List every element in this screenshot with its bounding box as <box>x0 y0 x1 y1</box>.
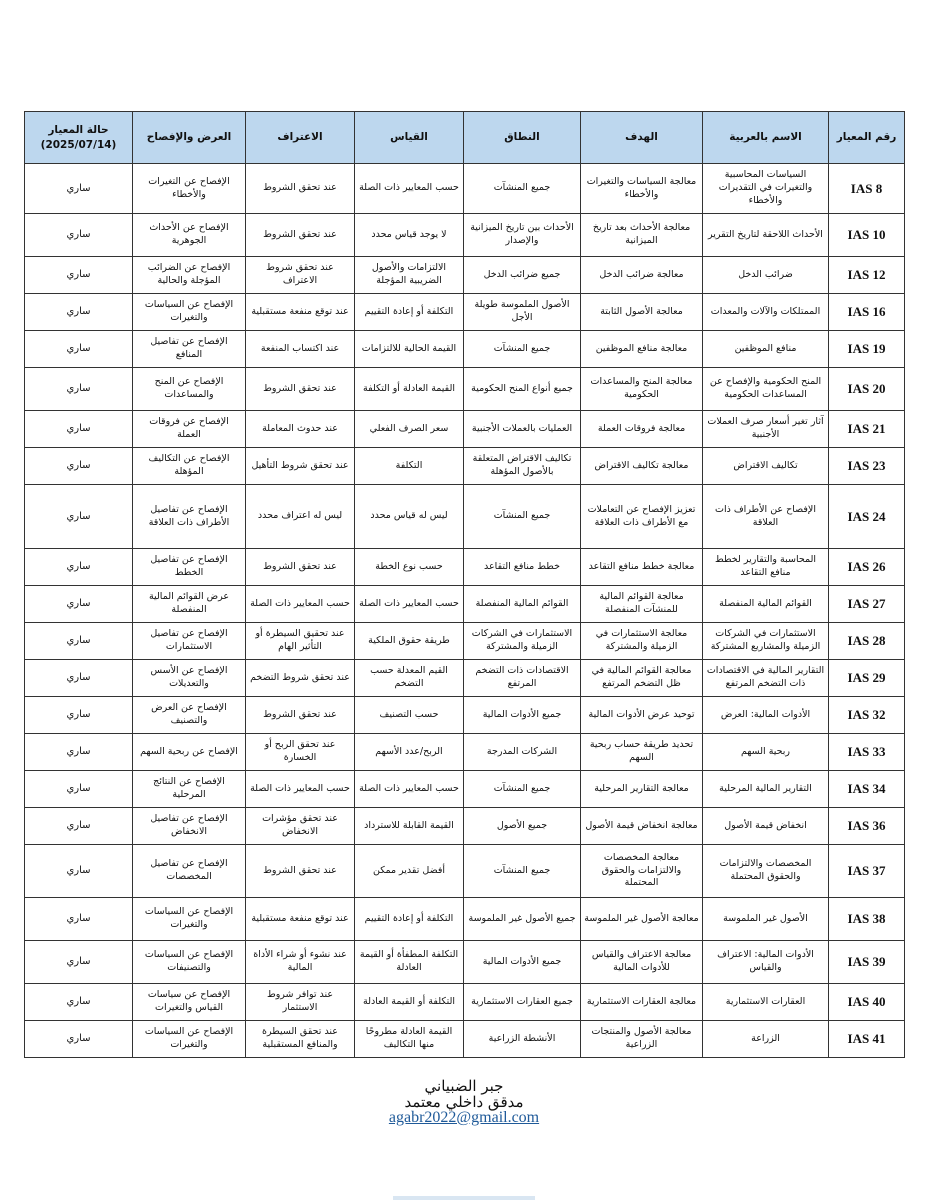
header-id: رقم المعيار <box>829 112 905 164</box>
cell-id: IAS 24 <box>829 485 905 549</box>
cell-id: IAS 16 <box>829 294 905 331</box>
cell-status: ساري <box>25 214 133 257</box>
header-recognition: الاعتراف <box>246 112 355 164</box>
cell-scope: الاقتصادات ذات التضخم المرتفع <box>464 660 581 697</box>
cell-scope: جميع المنشآت <box>464 485 581 549</box>
cell-goal: معالجة فروقات العملة <box>581 411 703 448</box>
cell-status: ساري <box>25 586 133 623</box>
cell-measurement: القيمة القابلة للاسترداد <box>355 808 464 845</box>
cell-name: الإفصاح عن الأطراف ذات العلاقة <box>703 485 829 549</box>
cell-status: ساري <box>25 734 133 771</box>
cell-goal: معالجة السياسات والتغيرات والأخطاء <box>581 164 703 214</box>
header-status <box>25 112 133 164</box>
cell-scope: الأنشطة الزراعية <box>464 1021 581 1058</box>
cell-status: ساري <box>25 623 133 660</box>
header-scope: النطاق <box>464 112 581 164</box>
cell-status: ساري <box>25 549 133 586</box>
cell-presentation: الإفصاح عن فروقات العملة <box>133 411 246 448</box>
cell-presentation: الإفصاح عن السياسات والتصنيفات <box>133 941 246 984</box>
table-row <box>25 845 905 898</box>
cell-name: التقارير المالية في الاقتصادات ذات التضخم المرتفع <box>703 660 829 697</box>
cell-id: IAS 34 <box>829 771 905 808</box>
table-body <box>25 164 905 1058</box>
cell-presentation: الإفصاح عن تفاصيل الأطراف ذات العلاقة <box>133 485 246 549</box>
cell-goal: معالجة القوائم المالية في ظل التضخم المرتفع <box>581 660 703 697</box>
table-row <box>25 485 905 549</box>
cell-scope: جميع الأصول <box>464 808 581 845</box>
cell-recognition: عند توافر شروط الاستثمار <box>246 984 355 1021</box>
cell-goal: معالجة العقارات الاستثمارية <box>581 984 703 1021</box>
header-presentation: العرض والإفصاح <box>133 112 246 164</box>
cell-goal: معالجة تكاليف الاقتراض <box>581 448 703 485</box>
table-row <box>25 941 905 984</box>
table-row <box>25 771 905 808</box>
cell-scope: خطط منافع التقاعد <box>464 549 581 586</box>
cell-name: الزراعة <box>703 1021 829 1058</box>
cell-status: ساري <box>25 368 133 411</box>
cell-scope: الأصول الملموسة طويلة الأجل <box>464 294 581 331</box>
cell-measurement: التكلفة <box>355 448 464 485</box>
cell-id: IAS 37 <box>829 845 905 898</box>
cell-recognition: عند توقع منفعة مستقبلية <box>246 898 355 941</box>
cell-name: السياسات المحاسبية والتغيرات في التقديرات والأخطاء <box>703 164 829 214</box>
cell-measurement: التكلفة أو إعادة التقييم <box>355 294 464 331</box>
cell-scope: تكاليف الاقتراض المتعلقة بالأصول المؤهلة <box>464 448 581 485</box>
author-email-link[interactable]: agabr2022@gmail.com <box>388 1109 540 1126</box>
header-status-date: (2025/07/14) <box>40 138 117 151</box>
cell-goal: معالجة المخصصات والالتزامات والحقوق المحتملة <box>581 845 703 898</box>
cell-measurement: لا يوجد قياس محدد <box>355 214 464 257</box>
cell-name: المحاسبة والتقارير لخطط منافع التقاعد <box>703 549 829 586</box>
cell-scope: جميع الأدوات المالية <box>464 941 581 984</box>
table-row <box>25 549 905 586</box>
cell-id: IAS 38 <box>829 898 905 941</box>
cell-status: ساري <box>25 697 133 734</box>
cell-name: الاستثمارات في الشركات الزميلة والمشاريع المشتركة <box>703 623 829 660</box>
cell-name: العقارات الاستثمارية <box>703 984 829 1021</box>
cell-measurement: حسب المعايير ذات الصلة <box>355 164 464 214</box>
cell-name: القوائم المالية المنفصلة <box>703 586 829 623</box>
cell-measurement: طريقة حقوق الملكية <box>355 623 464 660</box>
cell-id: IAS 32 <box>829 697 905 734</box>
cell-goal: تعزيز الإفصاح عن التعاملات مع الأطراف ذات العلاقة <box>581 485 703 549</box>
cell-presentation: الإفصاح عن الضرائب المؤجلة والحالية <box>133 257 246 294</box>
cell-name: التقارير المالية المرحلية <box>703 771 829 808</box>
cell-goal: معالجة الاعتراف والقياس للأدوات المالية <box>581 941 703 984</box>
cell-goal: معالجة الأصول والمنتجات الزراعية <box>581 1021 703 1058</box>
cell-goal: توحيد عرض الأدوات المالية <box>581 697 703 734</box>
cell-status: ساري <box>25 164 133 214</box>
cell-presentation: الإفصاح عن تفاصيل الانخفاض <box>133 808 246 845</box>
cell-scope: العمليات بالعملات الأجنبية <box>464 411 581 448</box>
table-row <box>25 1021 905 1058</box>
cell-status: ساري <box>25 1021 133 1058</box>
cell-name: آثار تغير أسعار صرف العملات الأجنبية <box>703 411 829 448</box>
table-row <box>25 697 905 734</box>
cell-status: ساري <box>25 984 133 1021</box>
cell-status: ساري <box>25 485 133 549</box>
cell-recognition: ليس له اعتراف محدد <box>246 485 355 549</box>
table-row <box>25 734 905 771</box>
table-row <box>25 331 905 368</box>
cell-measurement: القيم المعدلة حسب التضخم <box>355 660 464 697</box>
cell-scope: جميع ضرائب الدخل <box>464 257 581 294</box>
cell-goal: معالجة التقارير المرحلية <box>581 771 703 808</box>
cell-status: ساري <box>25 660 133 697</box>
cell-presentation: الإفصاح عن الأحداث الجوهرية <box>133 214 246 257</box>
cell-goal: معالجة المنح والمساعدات الحكومية <box>581 368 703 411</box>
cell-name: المنح الحكومية والإفصاح عن المساعدات الحكومية <box>703 368 829 411</box>
table-row <box>25 660 905 697</box>
cell-status: ساري <box>25 331 133 368</box>
cell-name: المخصصات والالتزامات والحقوق المحتملة <box>703 845 829 898</box>
cell-goal: معالجة الأصول غير الملموسة <box>581 898 703 941</box>
ias-standards-table <box>24 111 905 1058</box>
cell-recognition: عند تحقق الشروط <box>246 164 355 214</box>
cell-scope: الأحداث بين تاريخ الميزانية والإصدار <box>464 214 581 257</box>
cell-id: IAS 23 <box>829 448 905 485</box>
cell-measurement: القيمة العادلة مطروحًا منها التكاليف <box>355 1021 464 1058</box>
cell-recognition: حسب المعايير ذات الصلة <box>246 586 355 623</box>
cell-id: IAS 20 <box>829 368 905 411</box>
header-row <box>25 112 905 164</box>
cell-id: IAS 27 <box>829 586 905 623</box>
cell-presentation: الإفصاح عن تفاصيل الخطط <box>133 549 246 586</box>
cell-presentation: الإفصاح عن التكاليف المؤهلة <box>133 448 246 485</box>
header-status-label: حالة المعيار <box>48 124 109 137</box>
table-row <box>25 257 905 294</box>
table-row <box>25 623 905 660</box>
cell-recognition: حسب المعايير ذات الصلة <box>246 771 355 808</box>
cell-id: IAS 26 <box>829 549 905 586</box>
cell-scope: جميع المنشآت <box>464 164 581 214</box>
cell-scope: جميع أنواع المنح الحكومية <box>464 368 581 411</box>
cell-measurement: التكلفة المطفأة أو القيمة العادلة <box>355 941 464 984</box>
table-row <box>25 411 905 448</box>
header-name: الاسم بالعربية <box>703 112 829 164</box>
cell-presentation: الإفصاح عن تفاصيل المنافع <box>133 331 246 368</box>
cell-id: IAS 40 <box>829 984 905 1021</box>
cell-measurement: حسب التصنيف <box>355 697 464 734</box>
table-row <box>25 984 905 1021</box>
cell-measurement: ليس له قياس محدد <box>355 485 464 549</box>
cell-name: انخفاض قيمة الأصول <box>703 808 829 845</box>
cell-recognition: عند تحقق شروط التأهيل <box>246 448 355 485</box>
cell-id: IAS 41 <box>829 1021 905 1058</box>
cell-recognition: عند تحقق الربح أو الخسارة <box>246 734 355 771</box>
cell-status: ساري <box>25 771 133 808</box>
cell-presentation: الإفصاح عن السياسات والتغيرات <box>133 294 246 331</box>
header-goal: الهدف <box>581 112 703 164</box>
cell-id: IAS 28 <box>829 623 905 660</box>
cell-goal: معالجة الأحداث بعد تاريخ الميزانية <box>581 214 703 257</box>
cell-goal: تحديد طريقة حساب ربحية السهم <box>581 734 703 771</box>
cell-status: ساري <box>25 448 133 485</box>
cell-status: ساري <box>25 845 133 898</box>
table-row <box>25 448 905 485</box>
cell-status: ساري <box>25 808 133 845</box>
cell-recognition: عند تحقق الشروط <box>246 845 355 898</box>
cell-status: ساري <box>25 941 133 984</box>
cell-id: IAS 21 <box>829 411 905 448</box>
cell-status: ساري <box>25 294 133 331</box>
cell-recognition: عند اكتساب المنفعة <box>246 331 355 368</box>
cell-recognition: عند نشوء أو شراء الأداة المالية <box>246 941 355 984</box>
cell-recognition: عند تحقق السيطرة والمنافع المستقبلية <box>246 1021 355 1058</box>
cell-measurement: التكلفة أو إعادة التقييم <box>355 898 464 941</box>
cell-name: تكاليف الاقتراض <box>703 448 829 485</box>
cell-id: IAS 8 <box>829 164 905 214</box>
cell-name: ضرائب الدخل <box>703 257 829 294</box>
cell-presentation: الإفصاح عن المنح والمساعدات <box>133 368 246 411</box>
cell-id: IAS 29 <box>829 660 905 697</box>
cell-name: الممتلكات والآلات والمعدات <box>703 294 829 331</box>
table-row <box>25 368 905 411</box>
cell-presentation: الإفصاح عن السياسات والتغيرات <box>133 898 246 941</box>
table-row <box>25 898 905 941</box>
cell-scope: الشركات المدرجة <box>464 734 581 771</box>
cell-measurement: حسب المعايير ذات الصلة <box>355 771 464 808</box>
cell-id: IAS 12 <box>829 257 905 294</box>
cell-measurement: القيمة العادلة أو التكلفة <box>355 368 464 411</box>
cell-scope: جميع المنشآت <box>464 771 581 808</box>
cell-presentation: الإفصاح عن التغيرات والأخطاء <box>133 164 246 214</box>
cell-scope: جميع المنشآت <box>464 845 581 898</box>
cell-measurement: سعر الصرف الفعلي <box>355 411 464 448</box>
cell-recognition: عند تحقق الشروط <box>246 214 355 257</box>
cell-scope: القوائم المالية المنفصلة <box>464 586 581 623</box>
page-bottom-bar <box>393 1196 535 1200</box>
cell-measurement: أفضل تقدير ممكن <box>355 845 464 898</box>
cell-recognition: عند حدوث المعاملة <box>246 411 355 448</box>
cell-scope: جميع العقارات الاستثمارية <box>464 984 581 1021</box>
cell-recognition: عند تحقق شروط الاعتراف <box>246 257 355 294</box>
cell-measurement: التكلفة أو القيمة العادلة <box>355 984 464 1021</box>
cell-measurement: الربح/عدد الأسهم <box>355 734 464 771</box>
table-row <box>25 808 905 845</box>
cell-presentation: الإفصاح عن السياسات والتغيرات <box>133 1021 246 1058</box>
cell-presentation: عرض القوائم المالية المنفصلة <box>133 586 246 623</box>
cell-scope: جميع المنشآت <box>464 331 581 368</box>
cell-recognition: عند تحقق الشروط <box>246 368 355 411</box>
cell-goal: معالجة الأصول الثابتة <box>581 294 703 331</box>
cell-recognition: عند توقع منفعة مستقبلية <box>246 294 355 331</box>
cell-measurement: حسب نوع الخطة <box>355 549 464 586</box>
cell-scope: جميع الأصول غير الملموسة <box>464 898 581 941</box>
cell-name: منافع الموظفين <box>703 331 829 368</box>
cell-goal: معالجة خطط منافع التقاعد <box>581 549 703 586</box>
cell-id: IAS 36 <box>829 808 905 845</box>
cell-id: IAS 10 <box>829 214 905 257</box>
author-title: مدقق داخلي معتمد <box>404 1093 524 1111</box>
cell-recognition: عند تحقق الشروط <box>246 549 355 586</box>
cell-goal: معالجة منافع الموظفين <box>581 331 703 368</box>
cell-status: ساري <box>25 411 133 448</box>
cell-measurement: الالتزامات والأصول الضريبية المؤجلة <box>355 257 464 294</box>
cell-name: ربحية السهم <box>703 734 829 771</box>
author-name: جبر الضبياني <box>424 1077 504 1095</box>
cell-status: ساري <box>25 898 133 941</box>
cell-goal: معالجة القوائم المالية للمنشآت المنفصلة <box>581 586 703 623</box>
cell-scope: الاستثمارات في الشركات الزميلة والمشتركة <box>464 623 581 660</box>
cell-presentation: الإفصاح عن العرض والتصنيف <box>133 697 246 734</box>
cell-recognition: عند تحقق مؤشرات الانخفاض <box>246 808 355 845</box>
cell-measurement: القيمة الحالية للالتزامات <box>355 331 464 368</box>
table-row <box>25 294 905 331</box>
cell-id: IAS 33 <box>829 734 905 771</box>
cell-name: الأدوات المالية: العرض <box>703 697 829 734</box>
cell-presentation: الإفصاح عن الأسس والتعديلات <box>133 660 246 697</box>
cell-id: IAS 39 <box>829 941 905 984</box>
cell-id: IAS 19 <box>829 331 905 368</box>
table-row <box>25 214 905 257</box>
cell-presentation: الإفصاح عن تفاصيل الاستثمارات <box>133 623 246 660</box>
cell-goal: معالجة ضرائب الدخل <box>581 257 703 294</box>
cell-presentation: الإفصاح عن ربحية السهم <box>133 734 246 771</box>
cell-measurement: حسب المعايير ذات الصلة <box>355 586 464 623</box>
cell-presentation: الإفصاح عن سياسات القياس والتغيرات <box>133 984 246 1021</box>
cell-scope: جميع الأدوات المالية <box>464 697 581 734</box>
cell-presentation: الإفصاح عن تفاصيل المخصصات <box>133 845 246 898</box>
cell-name: الأصول غير الملموسة <box>703 898 829 941</box>
cell-name: الأحداث اللاحقة لتاريخ التقرير <box>703 214 829 257</box>
table-row <box>25 586 905 623</box>
cell-recognition: عند تحقق شروط التضخم <box>246 660 355 697</box>
header-measurement: القياس <box>355 112 464 164</box>
cell-presentation: الإفصاح عن النتائج المرحلية <box>133 771 246 808</box>
cell-name: الأدوات المالية: الاعتراف والقياس <box>703 941 829 984</box>
cell-recognition: عند تحقيق السيطرة أو التأثير الهام <box>246 623 355 660</box>
table-row <box>25 164 905 214</box>
cell-goal: معالجة انخفاض قيمة الأصول <box>581 808 703 845</box>
cell-status: ساري <box>25 257 133 294</box>
cell-goal: معالجة الاستثمارات في الزميلة والمشتركة <box>581 623 703 660</box>
cell-recognition: عند تحقق الشروط <box>246 697 355 734</box>
